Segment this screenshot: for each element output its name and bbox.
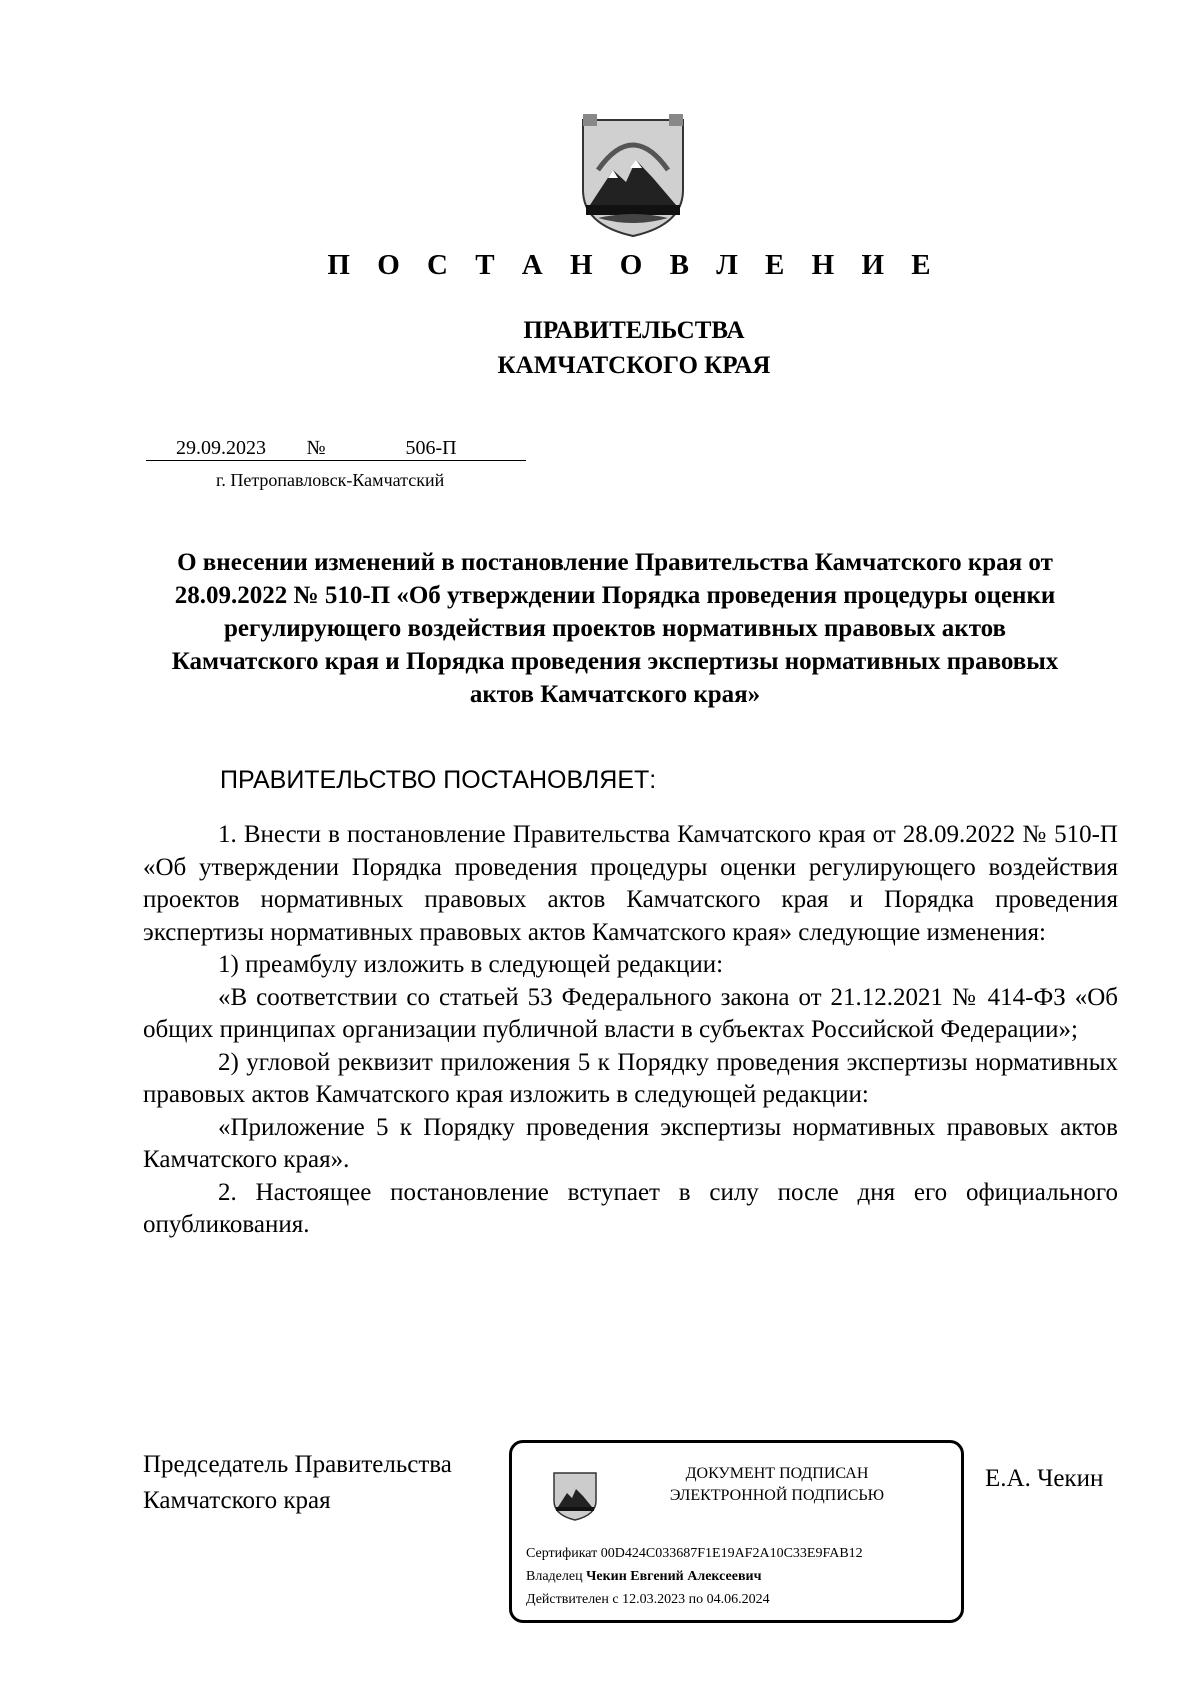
- coat-of-arms-icon: [552, 1469, 598, 1521]
- document-date: 29.09.2023: [146, 437, 296, 461]
- electronic-signature-stamp: [509, 1440, 964, 1623]
- paragraph: «Приложение 5 к Порядку проведения экспертизы нормативных правовых актов Камчатского края».: [143, 1113, 1118, 1173]
- valid-from: 12.03.2023: [622, 1592, 686, 1607]
- stamp-heading-line-1: ДОКУМЕНТ ПОДПИСАН: [685, 1465, 869, 1482]
- signer-name: Е.А. Чекин: [985, 1465, 1104, 1492]
- document-title: П О С Т А Н О В Л Е Н И Е: [327, 249, 941, 281]
- document-body: [143, 819, 1118, 1242]
- document-subject: О внесении изменений в постановление Правительства Камчатского края от 28.09.2022 № 510-П «Об утверждении Порядка проведения процедуры оценки регулирующего воздействия проектов нормативных правовых актов Камчатского края и Порядка проведения экспертизы нормативных правовых актов Камчатского края»: [171, 549, 1059, 708]
- stamp-owner: [526, 1569, 761, 1585]
- paragraph: 2. Настоящее постановление вступает в силу после дня его официального опубликования.: [143, 1178, 1118, 1238]
- coat-of-arms-icon: [578, 110, 688, 238]
- stamp-heading-line-2: ЭЛЕКТРОННОЙ ПОДПИСЬЮ: [669, 1487, 885, 1504]
- signer-title-line-2: Камчатского края: [143, 1487, 331, 1514]
- signer-title: [143, 1447, 452, 1519]
- paragraph: «В соответствии со статьей 53 Федерального закона от 21.12.2021 № 414-ФЗ «Об общих принципах организации публичной власти в субъектах Российской Федерации»;: [143, 983, 1118, 1043]
- date-number-line: [146, 437, 526, 461]
- stamp-validity: [526, 1592, 770, 1608]
- owner-label: Владелец: [526, 1569, 583, 1584]
- document-number: 506-П: [336, 437, 526, 461]
- valid-to-label: по: [688, 1592, 704, 1607]
- cert-label: Сертификат: [526, 1546, 598, 1561]
- org-line-1: ПРАВИТЕЛЬСТВА: [523, 317, 745, 344]
- stamp-certificate: [526, 1546, 863, 1562]
- signer-title-line-1: Председатель Правительства: [143, 1451, 452, 1478]
- decree-phrase: ПРАВИТЕЛЬСТВО ПОСТАНОВЛЯЕТ:: [220, 766, 657, 794]
- issuing-organization: [0, 313, 1200, 383]
- document-place: г. Петропавловск-Камчатский: [216, 470, 445, 490]
- paragraph: 1) преамбулу изложить в следующей редакции:: [218, 951, 724, 978]
- cert-value: 00D424C033687F1E19AF2A10C33E9FAB12: [600, 1546, 863, 1561]
- number-sign: №: [296, 437, 336, 461]
- valid-label: Действителен с: [526, 1592, 619, 1607]
- valid-to: 04.06.2024: [706, 1592, 770, 1607]
- owner-value: Чекин Евгений Алексеевич: [586, 1569, 762, 1584]
- paragraph: 1. Внести в постановление Правительства Камчатского края от 28.09.2022 № 510-П «Об утверждении Порядка проведения процедуры оценки регулирующего воздействия проектов нормативных правовых актов Камчатского края и Порядка проведения экспертизы нормативных правовых актов Камчатского края» следующие изменения:: [143, 821, 1118, 946]
- org-line-2: КАМЧАТСКОГО КРАЯ: [497, 352, 771, 379]
- paragraph: 2) угловой реквизит приложения 5 к Порядку проведения экспертизы нормативных правовых актов Камчатского края изложить в следующей редакции:: [143, 1048, 1118, 1108]
- stamp-heading: [612, 1463, 942, 1507]
